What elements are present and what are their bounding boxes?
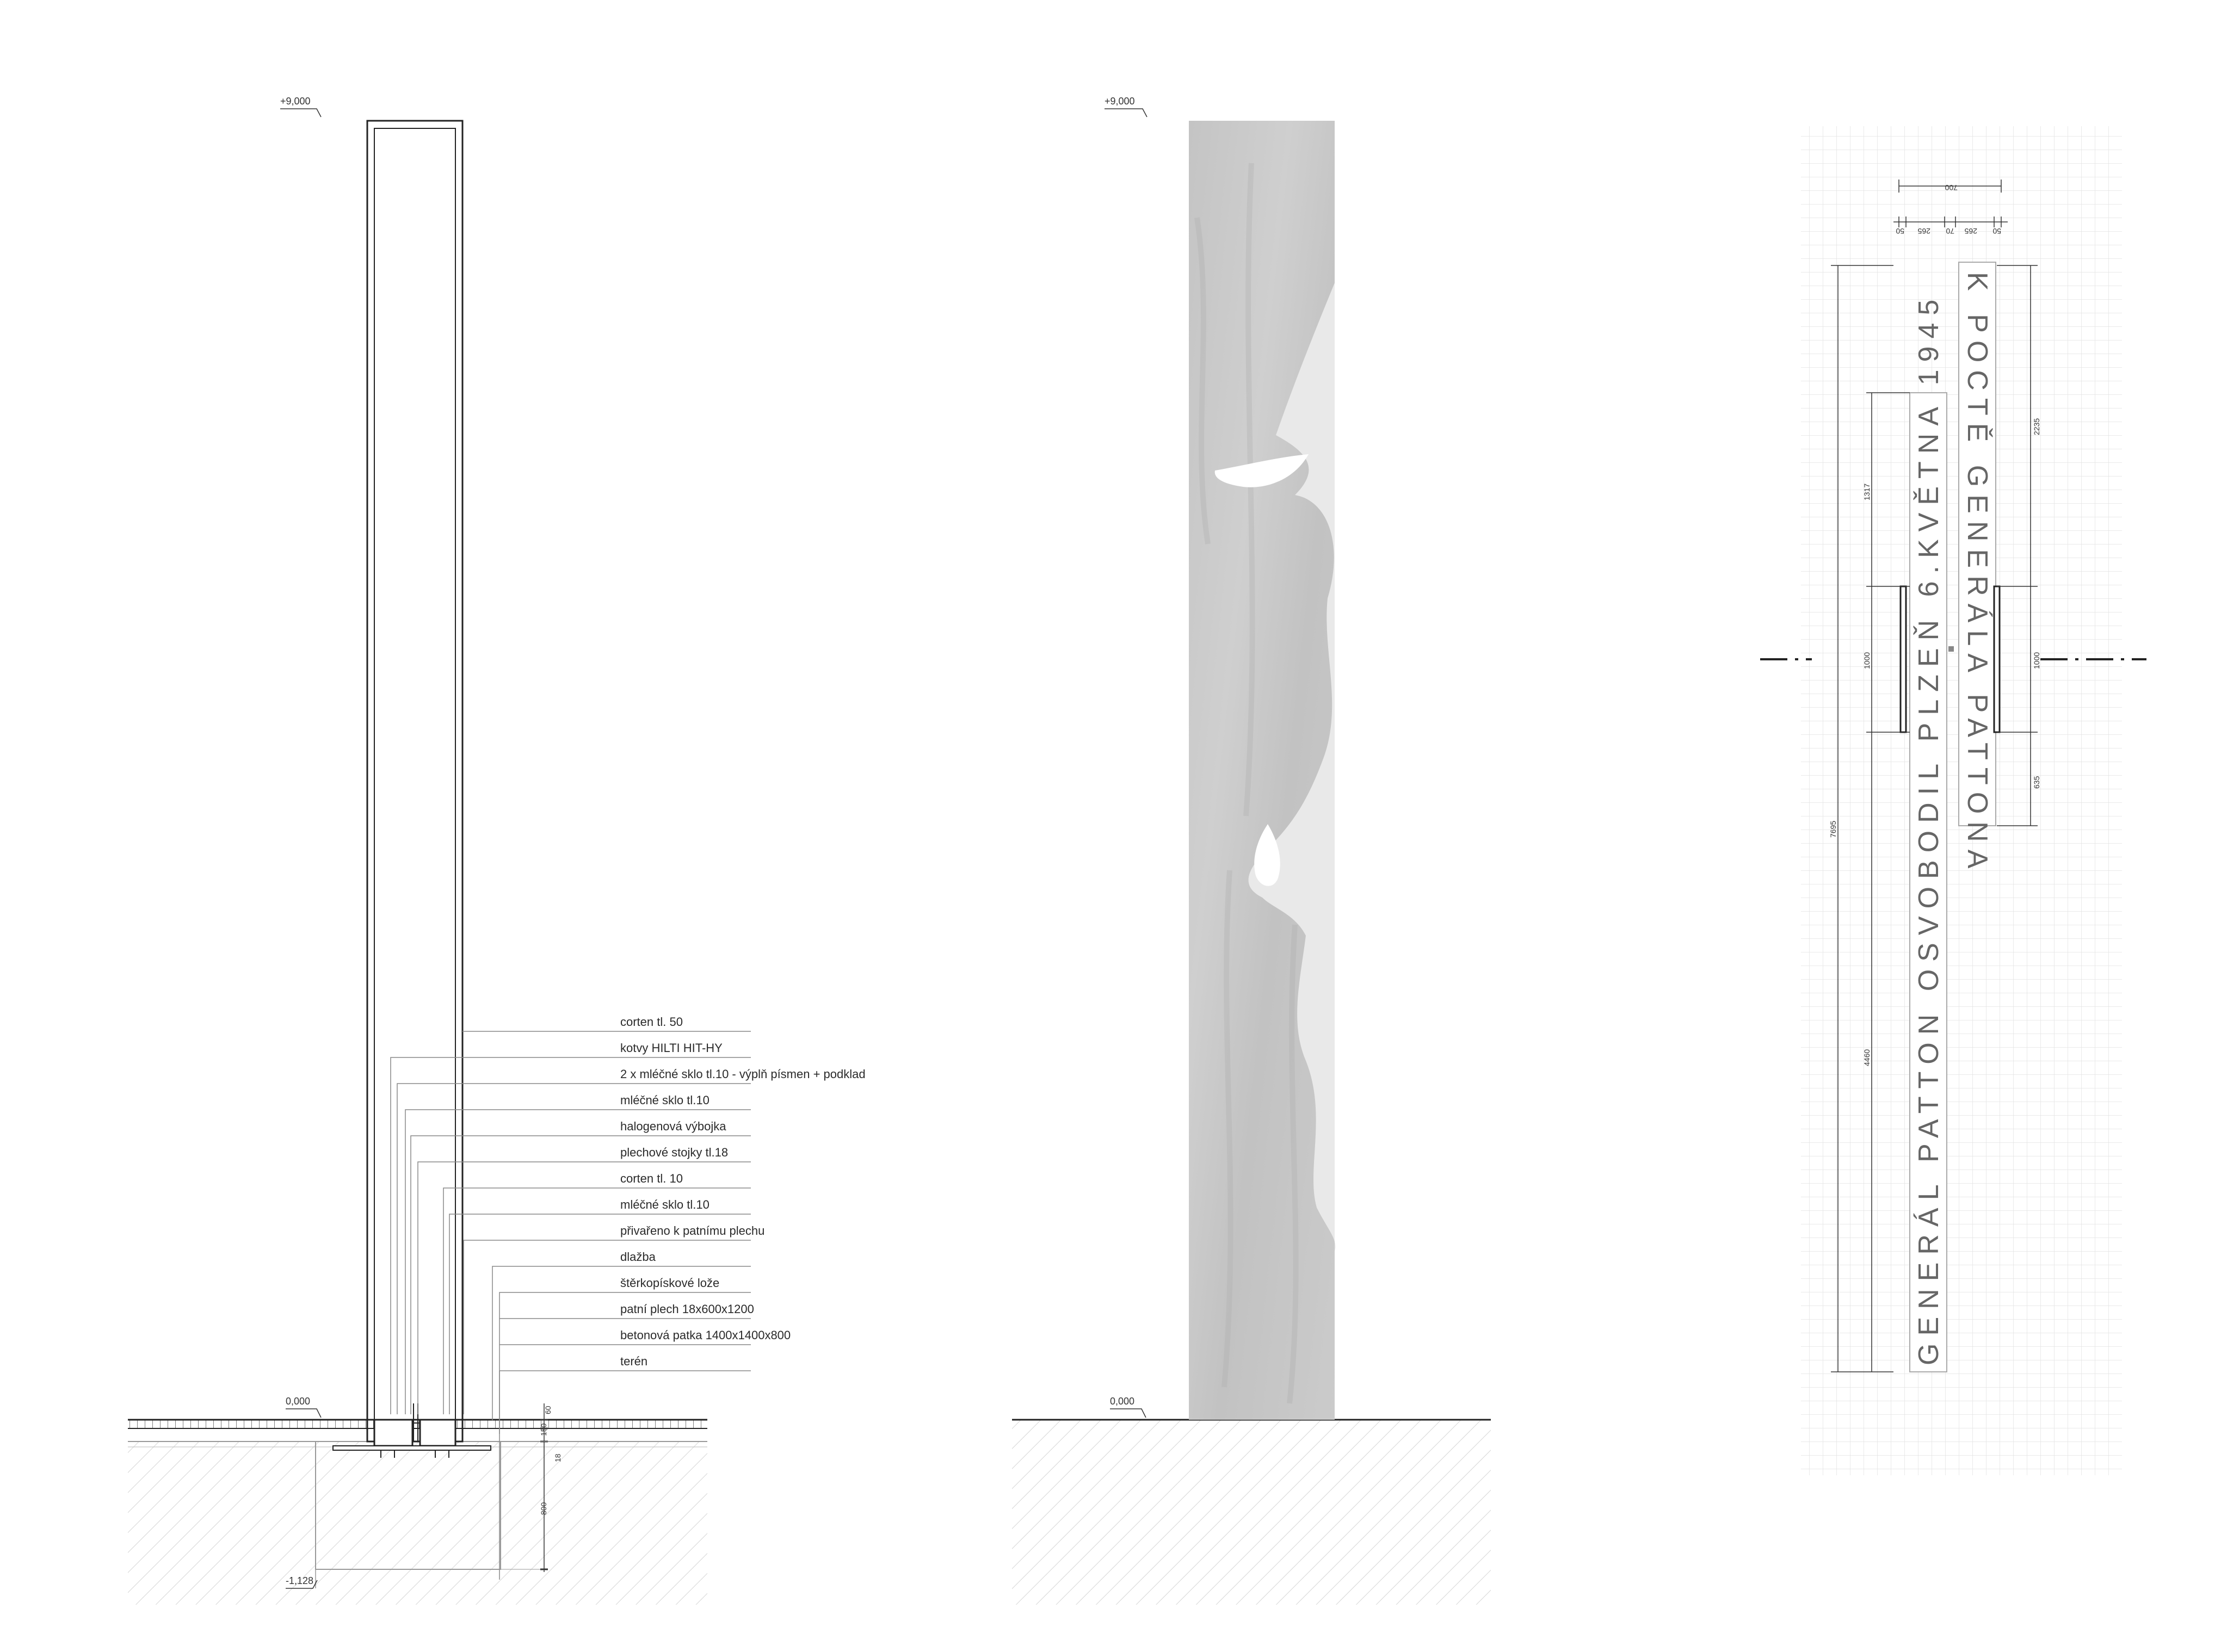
dim-left-7695: 7695 (1829, 820, 1837, 838)
label-welded: přivařeno k patnímu plechu (620, 1224, 765, 1238)
dim-150: 150 (539, 1423, 548, 1436)
dim-right-1000: 1000 (2032, 652, 2041, 669)
dim-top-50a: 50 (1896, 227, 1904, 236)
label-double-glass: 2 x mléčné sklo tl.10 - výplň písmen + podklad (620, 1067, 866, 1081)
dim-top-265b: 265 (1964, 227, 1977, 236)
dim-60: 60 (544, 1406, 552, 1414)
elevation-drawing (1012, 96, 1491, 1605)
lamp-bar-right (1994, 586, 2000, 732)
label-footing: betonová patka 1400x1400x800 (620, 1328, 791, 1342)
dim-18: 18 (553, 1453, 562, 1462)
label-corten-10: corten tl. 10 (620, 1172, 683, 1185)
label-base-plate: patní plech 18x600x1200 (620, 1302, 754, 1316)
dim-right-635: 635 (2032, 776, 2041, 789)
base-box-left (374, 1420, 412, 1446)
concrete-pillar (1189, 121, 1335, 1420)
dim-top-50b: 50 (1992, 227, 2001, 236)
pillar-outer (367, 121, 462, 1441)
lamp-bar-left (1901, 586, 1906, 732)
inscription-plan (1760, 126, 2146, 1475)
soil-hatch (128, 1441, 707, 1605)
section-drawing (128, 96, 866, 1605)
label-milk-glass: mléčné sklo tl.10 (620, 1093, 710, 1107)
dim-left-4460: 4460 (1862, 1049, 1871, 1066)
dim-top-700: 700 (1945, 183, 1958, 192)
level-top-section (280, 96, 321, 117)
level-ground-section (286, 1396, 321, 1418)
svg-text:-1,128: -1,128 (286, 1575, 314, 1586)
elevation-soil-hatch (1012, 1420, 1491, 1605)
label-sheet-posts: plechové stojky tl.18 (620, 1146, 729, 1159)
inscription-right-text: K POCTĚ GENERÁLA PATTONA (1961, 272, 1993, 876)
dim-right-2235: 2235 (2032, 418, 2041, 435)
svg-text:+9,000: +9,000 (1105, 96, 1135, 107)
label-corten-50: corten tl. 50 (620, 1015, 683, 1029)
level-top-elevation (1105, 96, 1147, 117)
dim-left-1000: 1000 (1862, 652, 1871, 669)
label-milk-glass-2: mléčné sklo tl.10 (620, 1198, 710, 1211)
inscription-left-text: GENERÁL PATTON OSVOBODIL PLZEŇ 6.KVĚTNA 1945 (1913, 292, 1945, 1365)
dim-top-265a: 265 (1917, 227, 1930, 236)
svg-text:0,000: 0,000 (286, 1396, 311, 1407)
svg-text:0,000: 0,000 (1110, 1396, 1135, 1407)
label-anchors: kotvy HILTI HIT-HY (620, 1041, 723, 1055)
dim-top-70: 70 (1946, 227, 1954, 236)
dim-800: 800 (539, 1502, 548, 1515)
label-paving: dlažba (620, 1250, 656, 1264)
label-gravel-bed: štěrkopískové lože (620, 1276, 720, 1290)
level-ground-elevation (1110, 1396, 1146, 1418)
dim-left-1317: 1317 (1862, 483, 1871, 500)
svg-text:+9,000: +9,000 (280, 96, 311, 107)
base-box-right (420, 1420, 455, 1446)
label-terrain: terén (620, 1354, 648, 1368)
label-halogen-lamp: halogenová výbojka (620, 1119, 726, 1133)
